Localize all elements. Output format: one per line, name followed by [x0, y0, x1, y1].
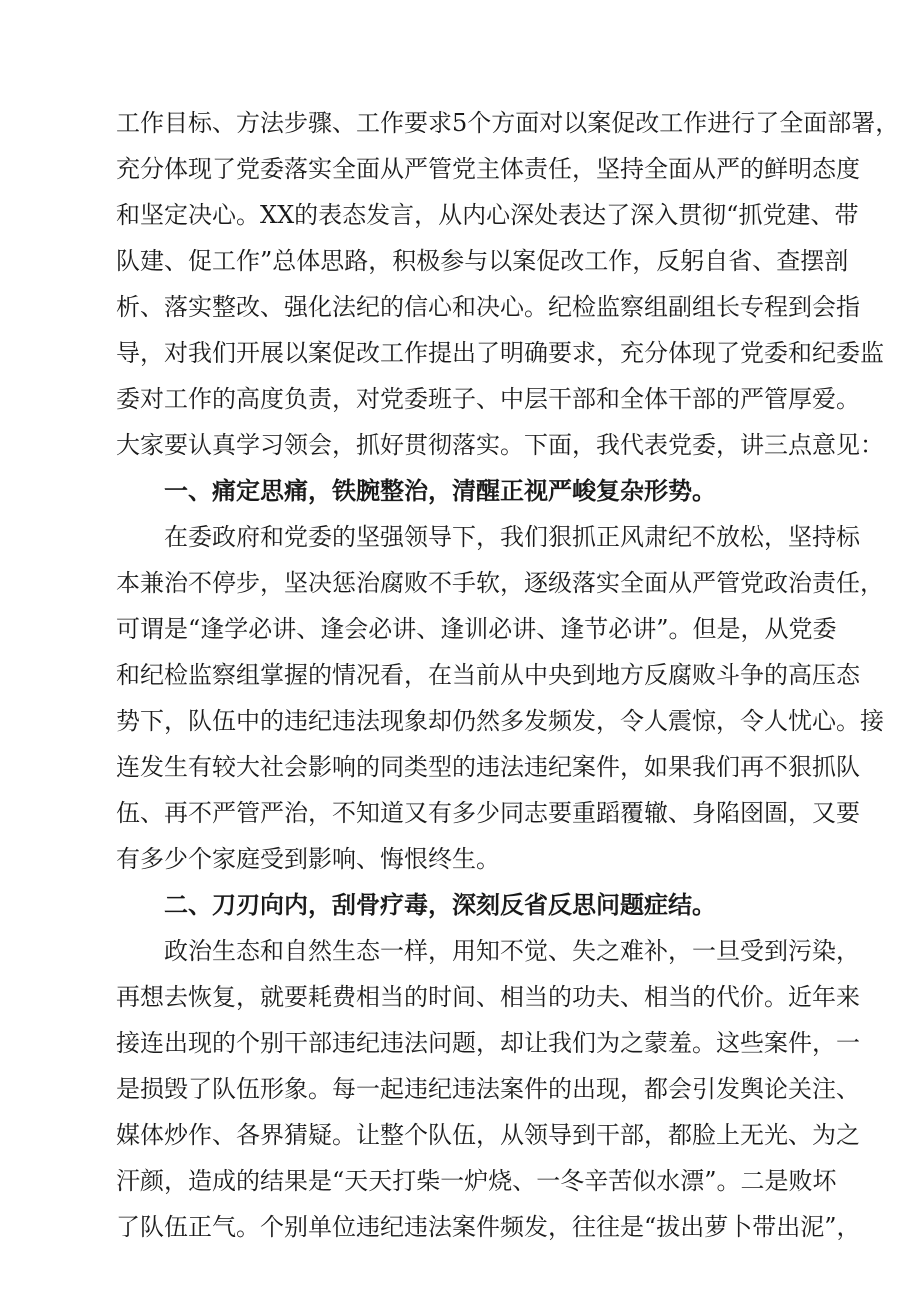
- text-line: 本兼治不停步，坚决惩治腐败不手软，逐级落实全面从严管党政治责任，: [116, 569, 884, 597]
- text-line: 有多少个家庭受到影响、悔恨终生。: [116, 845, 500, 873]
- text-line: 是损毁了队伍形象。每一起违纪违法案件的出现，都会引发舆论关注、: [116, 1075, 860, 1103]
- section-heading-2: 二、刀刃向内，刮骨疗毒，深刻反省反思问题症结。: [164, 891, 716, 919]
- text-line: 充分体现了党委落实全面从严管党主体责任，坚持全面从严的鲜明态度: [116, 155, 860, 183]
- text-line: 势下，队伍中的违纪违法现象却仍然多发频发，令人震惊，令人忧心。接: [116, 707, 884, 735]
- section-heading-1: 一、痛定思痛，铁腕整治，清醒正视严峻复杂形势。: [164, 477, 716, 505]
- text-line: 工作目标、方法步骤、工作要求5个方面对以案促改工作进行了全面部署，: [116, 109, 900, 137]
- text-line: 再想去恢复，就要耗费相当的时间、相当的功夫、相当的代价。近年来: [116, 983, 860, 1011]
- text-line: 汗颜，造成的结果是“天天打柴一炉烧、一冬辛苦似水漂”。二是败坏: [116, 1167, 837, 1195]
- text-line: 可谓是“逢学必讲、逢会必讲、逢训必讲、逢节必讲”。但是，从党委: [116, 615, 837, 643]
- text-line: 伍、再不严管严治，不知道又有多少同志要重蹈覆辙、身陷囹圄，又要: [116, 799, 860, 827]
- text-line: 和坚定决心。XX的表态发言，从内心深处表达了深入贯彻“抓党建、带: [116, 201, 859, 229]
- intro-paragraph: [116, 100, 900, 468]
- text-line: 政治生态和自然生态一样，用知不觉、失之难补，一旦受到污染，: [164, 937, 860, 965]
- text-line: 连发生有较大社会影响的同类型的违法违纪案件，如果我们再不狠抓队: [116, 753, 860, 781]
- text-line: 了队伍正气。个别单位违纪违法案件频发，往往是“拔出萝卜带出泥”，: [116, 1213, 861, 1241]
- text-line: 和纪检监察组掌握的情况看，在当前从中央到地方反腐败斗争的高压态: [116, 661, 860, 689]
- text-line: 委对工作的高度负责，对党委班子、中层干部和全体干部的严管厚爱。: [116, 385, 860, 413]
- text-line: 队建、促工作”总体思路，积极参与以案促改工作，反躬自省、查摆剖: [116, 247, 849, 275]
- section-1-paragraph: [116, 514, 884, 882]
- text-line: 导，对我们开展以案促改工作提出了明确要求，充分体现了党委和纪委监: [116, 339, 884, 367]
- text-line: 析、落实整改、强化法纪的信心和决心。纪检监察组副组长专程到会指: [116, 293, 860, 321]
- text-line: 媒体炒作、各界猜疑。让整个队伍，从领导到干部，都脸上无光、为之: [116, 1121, 860, 1149]
- text-line: 大家要认真学习领会，抓好贯彻落实。下面，我代表党委，讲三点意见：: [116, 431, 884, 459]
- text-line: 接连出现的个别干部违纪违法问题，却让我们为之蒙羞。这些案件，一: [116, 1029, 860, 1057]
- text-line: 在委政府和党委的坚强领导下，我们狠抓正风肃纪不放松，坚持标: [164, 523, 860, 551]
- section-2-paragraph: [116, 928, 861, 1250]
- document-body: [116, 100, 900, 1250]
